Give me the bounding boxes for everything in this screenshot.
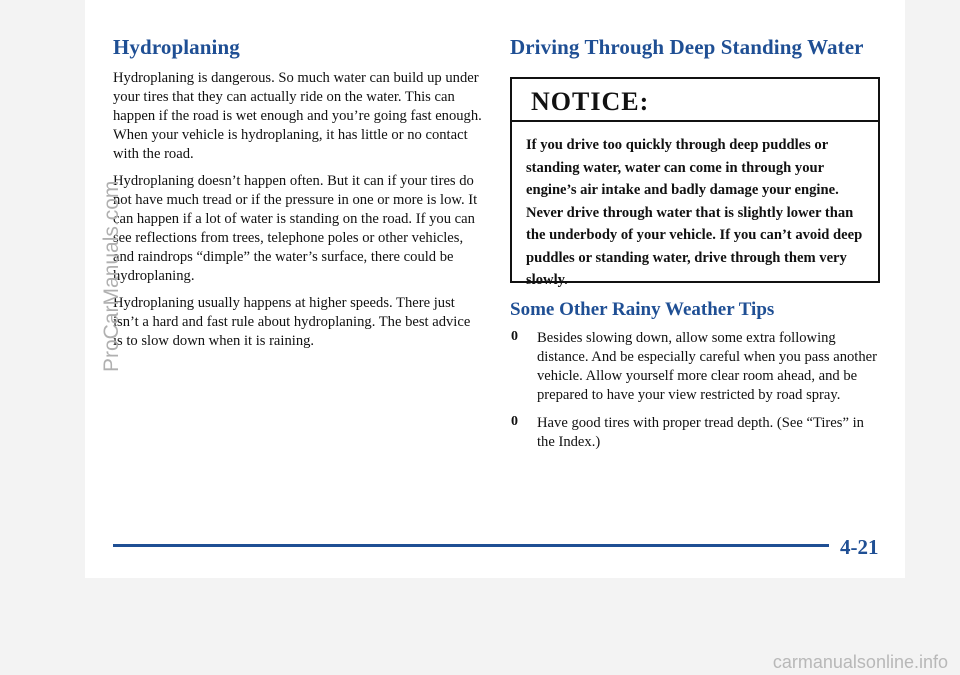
tips-list: [510, 329, 880, 461]
notice-box: [510, 77, 880, 288]
bullet-icon: 0: [511, 329, 518, 344]
page-number: 4-21: [840, 535, 879, 559]
notice-text: If you drive too quickly through deep puddles or standing water, water can come in through your engine’s air intake and badly damage your engine. Never drive through water that is slightly lower than the underbody of your vehicle. If you can’t avoid deep puddles or standing water, drive through them very slowly.: [526, 137, 863, 288]
paragraph: Hydroplaning is dangerous. So much water can build up under your tires that they can actually ride on the water. This can happen if the road is wet enough and you’re going fast enough. When your vehicle is hydroplaning, it has little or no contact with the road.: [113, 70, 482, 162]
list-item-text: Have good tires with proper tread depth. (See “Tires” in the Index.): [537, 415, 864, 450]
notice-header: [512, 79, 878, 122]
rainy-tips-heading: Some Other Rainy Weather Tips: [510, 299, 775, 320]
deep-water-section: [510, 35, 880, 60]
hydroplaning-section: [113, 35, 483, 359]
footer-rule: [113, 544, 829, 547]
paragraph: Hydroplaning usually happens at higher speeds. There just isn’t a hard and fast rule about hydroplaning. The best advice is to slow down when it is raining.: [113, 295, 471, 349]
watermark: ProCarManuals.com: [100, 180, 123, 372]
list-item: [510, 414, 880, 452]
hydroplaning-heading: Hydroplaning: [113, 35, 240, 59]
site-footer: carmanualsonline.info: [772, 652, 948, 672]
deep-water-heading: Driving Through Deep Standing Water: [510, 35, 864, 59]
bullet-icon: 0: [511, 414, 518, 429]
list-item: [510, 329, 880, 405]
paragraph: Hydroplaning doesn’t happen often. But it can if your tires do not have much tread or if the pressure in one or more is low. It can happen if a lot of water is standing on the road. If you can see reflections from trees, telephone poles or other vehicles, and raindrops “dimple” the water’s surface, there could be hydroplaning.: [113, 173, 478, 284]
list-item-text: Besides slowing down, allow some extra following distance. And be especially careful when you pass another vehicle. Allow yourself more clear room ahead, and be prepared to have your view restricted by road spray.: [537, 330, 877, 403]
notice-title: NOTICE:: [531, 87, 650, 116]
